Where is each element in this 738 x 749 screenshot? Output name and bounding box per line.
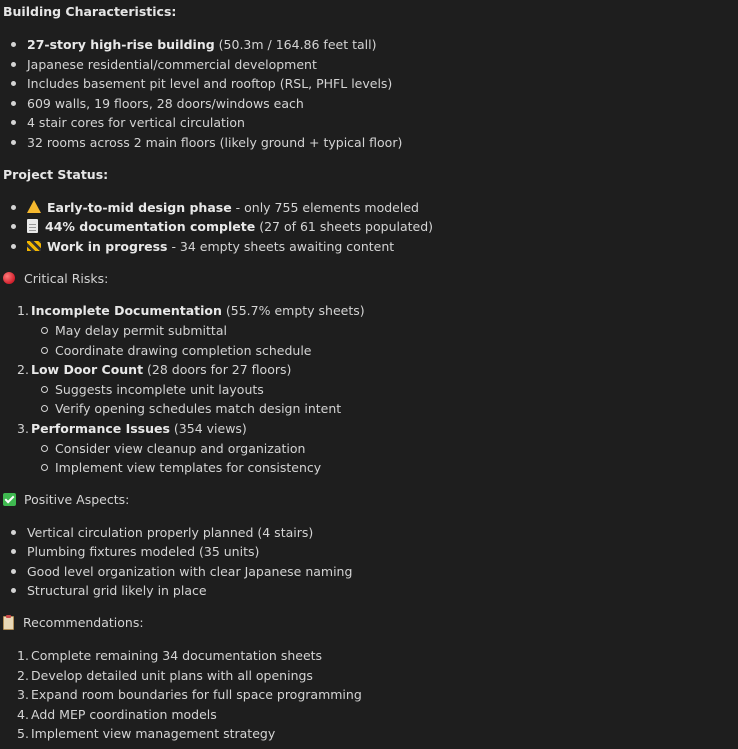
sub-list [31,439,735,478]
warning-icon [27,200,41,213]
clipboard-icon [3,616,14,630]
status-heading: Project Status: [3,166,109,182]
list-item: Vertical circulation properly planned (4 stairs) [3,523,735,543]
risks-list [3,301,735,477]
positive-heading: Positive Aspects: [3,490,735,510]
list-item: Work in progress - 34 empty sheets awaiting content [3,237,735,257]
list-item: 609 walls, 19 floors, 28 doors/windows each [3,94,735,114]
list-item: 2. Low Door Count (28 doors for 27 floors) Suggests incomplete unit layouts Verify opening schedules match design intent [3,360,735,419]
list-item: Early-to-mid design phase - only 755 elements modeled [3,198,735,218]
building-heading: Building Characteristics: [3,4,177,19]
list-item: 1. Incomplete Documentation (55.7% empty sheets) May delay permit submittal Coordinate drawing completion schedule [3,301,735,360]
list-item: 1. Complete remaining 34 documentation sheets [17,648,323,664]
sub-list-item: Implement view templates for consistency [31,458,735,478]
list-item: 5. Implement view management strategy [17,726,276,742]
sub-list [31,321,735,360]
sub-list-item: Suggests incomplete unit layouts [31,380,735,400]
list-item: Includes basement pit level and rooftop (RSL, PHFL levels) [3,74,735,94]
list-item: Good level organization with clear Japanese naming [3,562,735,582]
risks-heading: Critical Risks: [3,268,735,288]
recommendations-heading: Recommendations: [3,613,735,633]
list-item: Structural grid likely in place [3,581,735,601]
list-item: 3. Performance Issues (354 views) Consider view cleanup and organization Implement view templates for consistency [3,419,735,478]
recommendations-list [3,646,735,744]
list-item: 32 rooms across 2 main floors (likely ground + typical floor) [3,133,735,153]
sub-list-item: Verify opening schedules match design intent [31,399,735,419]
list-item: 3. Expand room boundaries for full space programming [17,687,362,703]
list-item: 27-story high-rise building (50.3m / 164.86 feet tall) [3,35,735,55]
positive-list [3,523,735,601]
building-list [3,35,735,153]
list-item: 2. Develop detailed unit plans with all openings [17,667,313,683]
red-circle-icon [3,272,15,284]
sub-list-item: Consider view cleanup and organization [31,439,735,459]
sub-list-item: Coordinate drawing completion schedule [31,341,735,361]
construction-icon [27,241,41,251]
list-item: 4. Add MEP coordination models [17,706,217,722]
list-item: 44% documentation complete (27 of 61 sheets populated) [3,217,735,237]
check-icon [3,493,16,506]
document-icon [27,219,38,233]
list-item: 4 stair cores for vertical circulation [3,113,735,133]
list-item: Japanese residential/commercial development [3,55,735,75]
status-list [3,198,735,257]
list-item: Plumbing fixtures modeled (35 units) [3,542,735,562]
sub-list [31,380,735,419]
sub-list-item: May delay permit submittal [31,321,735,341]
